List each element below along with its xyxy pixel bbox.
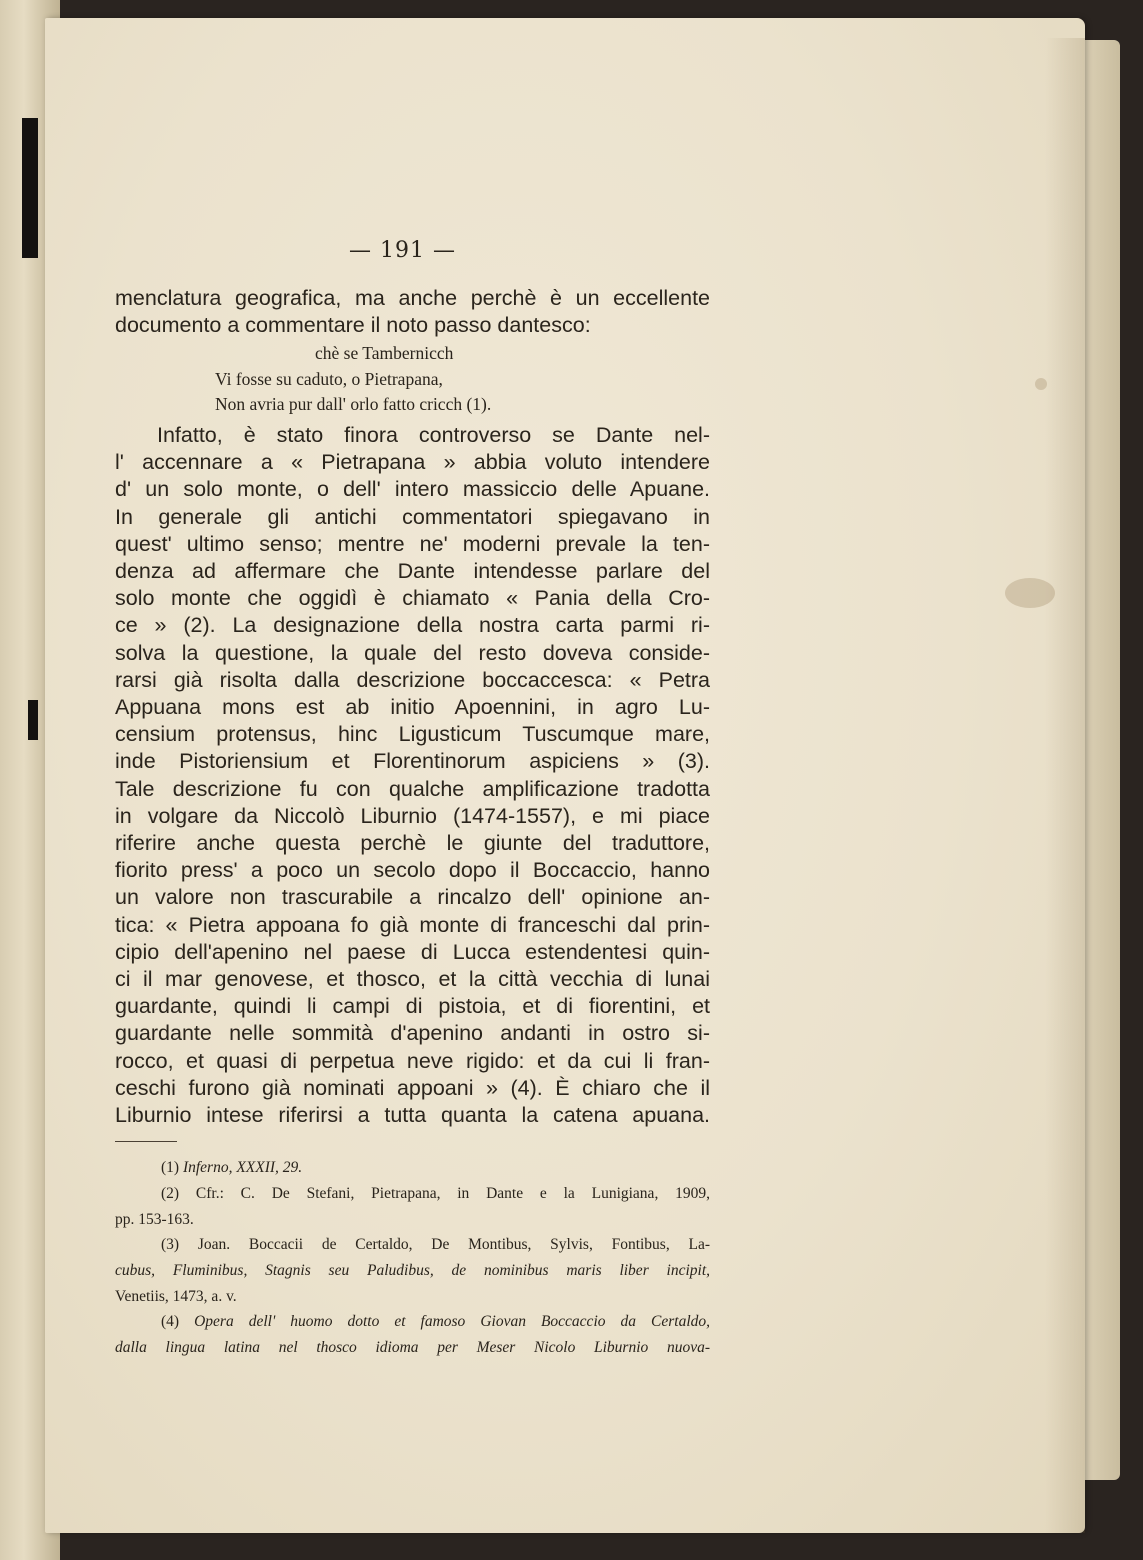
page-number: — 191 — (349, 238, 456, 263)
footnote-number: (3) (161, 1236, 180, 1254)
text-line: Tale descrizione fu con qualche amplificazione tradotta (115, 776, 710, 801)
text-line: rarsi già risolta dalla descrizione boccaccesca: « Petra (115, 667, 710, 692)
text-line: d' un solo monte, o dell' intero massiccio delle Apuane. (115, 477, 710, 502)
text-line: ceschi furono già nominati appoani » (4). È chiaro che il (115, 1075, 710, 1100)
text-line: menclatura geografica, ma anche perchè è un eccellente (115, 286, 710, 310)
text-line: denza ad affermare che Dante intendesse parlare del (115, 558, 710, 583)
text-line: un valore non trascurabile a rincalzo dell' opinione an- (115, 885, 710, 910)
page-content (115, 238, 710, 1361)
footnote-text: pp. 153-163. (115, 1210, 194, 1228)
poem-line: chè se Tambernicch (315, 343, 454, 364)
text-line: Liburnio intese riferirsi a tutta quanta la catena apuana. (115, 1102, 710, 1127)
poem-quote (115, 341, 710, 418)
text-line: ce » (2). La designazione della nostra carta parmi ri- (115, 613, 710, 638)
page-shadow (1045, 38, 1085, 1533)
footnote (115, 1232, 710, 1309)
binding-mark (22, 118, 38, 258)
text-line: guardante, quindi li campi di pistoia, et di fiorentini, et (115, 994, 710, 1019)
footnote-text: Opera dell' huomo dotto et famoso Giovan Boccaccio da Certaldo, (194, 1313, 710, 1331)
text-line: documento a commentare il noto passo dantesco: (115, 313, 591, 338)
binding-mark (28, 700, 38, 740)
text-line: tica: « Pietra appoana fo già monte di franceschi dal prin- (115, 912, 710, 937)
footnote-text: cubus, Fluminibus, Stagnis seu Paludibus, de nominibus maris liber incipit, (115, 1262, 710, 1279)
paper-stain (1005, 578, 1055, 608)
footnote-number: (1) (161, 1159, 180, 1177)
text-line: cipio dell'apenino nel paese di Lucca estendentesi quin- (115, 939, 710, 964)
footnote (115, 1309, 710, 1360)
footnote (115, 1181, 710, 1232)
text-line: solo monte che oggidì è chiamato « Pania della Cro- (115, 586, 710, 611)
opening-text (115, 285, 710, 339)
text-line: riferire anche questa perchè le giunte del traduttore, (115, 830, 710, 855)
text-line: quest' ultimo senso; mentre ne' moderni prevale la ten- (115, 531, 710, 556)
text-line: inde Pistoriensium et Florentinorum aspiciens » (3). (115, 749, 710, 774)
paper-stain (1035, 378, 1047, 390)
footnote-text: Venetiis, 1473, a. v. (115, 1287, 237, 1305)
text-line: Appuana mons est ab initio Apoennini, in agro Lu- (115, 694, 710, 719)
text-line: fiorito press' a poco un secolo dopo il Boccaccio, hanno (115, 858, 710, 883)
text-line: in volgare da Niccolò Liburnio (1474-1557), e mi piace (115, 803, 710, 828)
text-line: l' accennare a « Pietrapana » abbia voluto intendere (115, 450, 710, 475)
poem-line: Vi fosse su caduto, o Pietrapana, (215, 368, 443, 389)
footnote-number: (2) (161, 1184, 180, 1202)
footnote-text: Joan. Boccacii de Certaldo, De Montibus, Sylvis, Fontibus, La- (197, 1236, 710, 1254)
footnote (115, 1155, 710, 1181)
footnotes (115, 1155, 710, 1361)
text-line: ci il mar genovese, et thosco, et la città vecchia di lunai (115, 966, 710, 991)
text-line: guardante nelle sommità d'apenino andanti in ostro si- (115, 1021, 710, 1046)
text-line: In generale gli antichi commentatori spiegavano in (115, 504, 710, 529)
main-paragraph (115, 422, 710, 1129)
footnote-number: (4) (161, 1313, 180, 1331)
text-line: solva la questione, la quale del resto doveva conside- (115, 640, 710, 665)
footnote-text: Inferno, XXXII, 29. (182, 1159, 303, 1177)
text-line: rocco, et quasi di perpetua neve rigido: et da cui li fran- (115, 1048, 710, 1073)
poem-line: Non avria pur dall' orlo fatto cricch (1). (215, 394, 492, 415)
footnote-separator (115, 1141, 177, 1142)
text-line: Infatto, è stato finora controverso se Dante nel- (157, 422, 710, 447)
footnote-text: Cfr.: C. De Stefani, Pietrapana, in Dante e la Lunigiana, 1909, (195, 1184, 710, 1202)
footnote-text: dalla lingua latina nel thosco idioma per Meser Nicolo Liburnio nuova- (115, 1339, 710, 1357)
text-line: censium protensus, hinc Ligusticum Tuscumque mare, (115, 722, 710, 747)
